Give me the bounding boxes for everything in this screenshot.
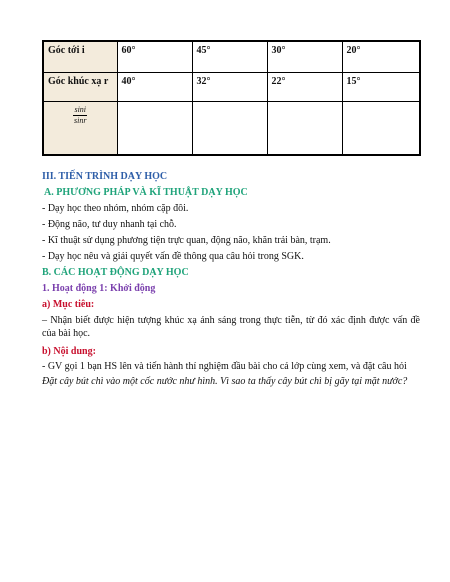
table-cell: 15° [342,73,420,102]
table-cell-header: Góc khúc xạ r [43,73,117,102]
content-label: b) Nội dung: [42,346,96,357]
table-row [43,73,420,102]
table-cell: 60° [117,41,192,73]
table-cell-empty [342,102,420,156]
content-text: - GV gọi 1 bạn HS lên và tiến hành thí nghiệm đầu bài cho cả lớp cùng xem, và đặt câu hỏi [42,361,407,372]
table-cell-header: Góc tới i [43,41,117,73]
table-cell-empty [267,102,342,156]
fraction-numerator: sini [74,105,87,114]
goal-label: a) Mục tiêu: [42,299,95,310]
list-item: - Dạy học theo nhóm, nhóm cặp đôi. [42,203,189,214]
list-item: - Dạy học nêu và giải quyết vấn đề thông qua câu hỏi trong SGK. [42,251,304,262]
list-item: - Kĩ thuật sử dụng phương tiện trực quan, động não, khăn trải bàn, trạm. [42,235,331,246]
table-cell-empty [192,102,267,156]
goal-text: – Nhận biết được hiện tượng khúc xạ ánh sáng trong thực tiễn, từ đó xác định được vấn đề của bài học. [42,315,420,339]
table-cell-header [43,102,117,156]
table-cell-empty [117,102,192,156]
table-cell: 20° [342,41,420,73]
subsection-heading-a: A. PHƯƠNG PHÁP VÀ KĨ THUẬT DẠY HỌC [44,187,248,198]
angle-table [42,40,421,156]
table-cell: 45° [192,41,267,73]
table-cell: 32° [192,73,267,102]
table-row [43,102,420,156]
ratio-fraction [73,105,87,126]
table-row [43,41,420,73]
content-question: Đặt cây bút chì vào một cốc nước như hình. Vì sao ta thấy cây bút chì bị gãy tại mặt nước? [42,376,408,387]
fraction-denominator: sinr [74,116,87,125]
list-item: - Động não, tư duy nhanh tại chỗ. [42,219,177,230]
activity-heading: 1. Hoạt động 1: Khởi động [42,283,156,294]
section-heading: III. TIẾN TRÌNH DẠY HỌC [42,171,168,182]
table-cell: 40° [117,73,192,102]
table-cell: 30° [267,41,342,73]
table-cell: 22° [267,73,342,102]
subsection-heading-b: B. CÁC HOẠT ĐỘNG DẠY HỌC [42,267,189,278]
